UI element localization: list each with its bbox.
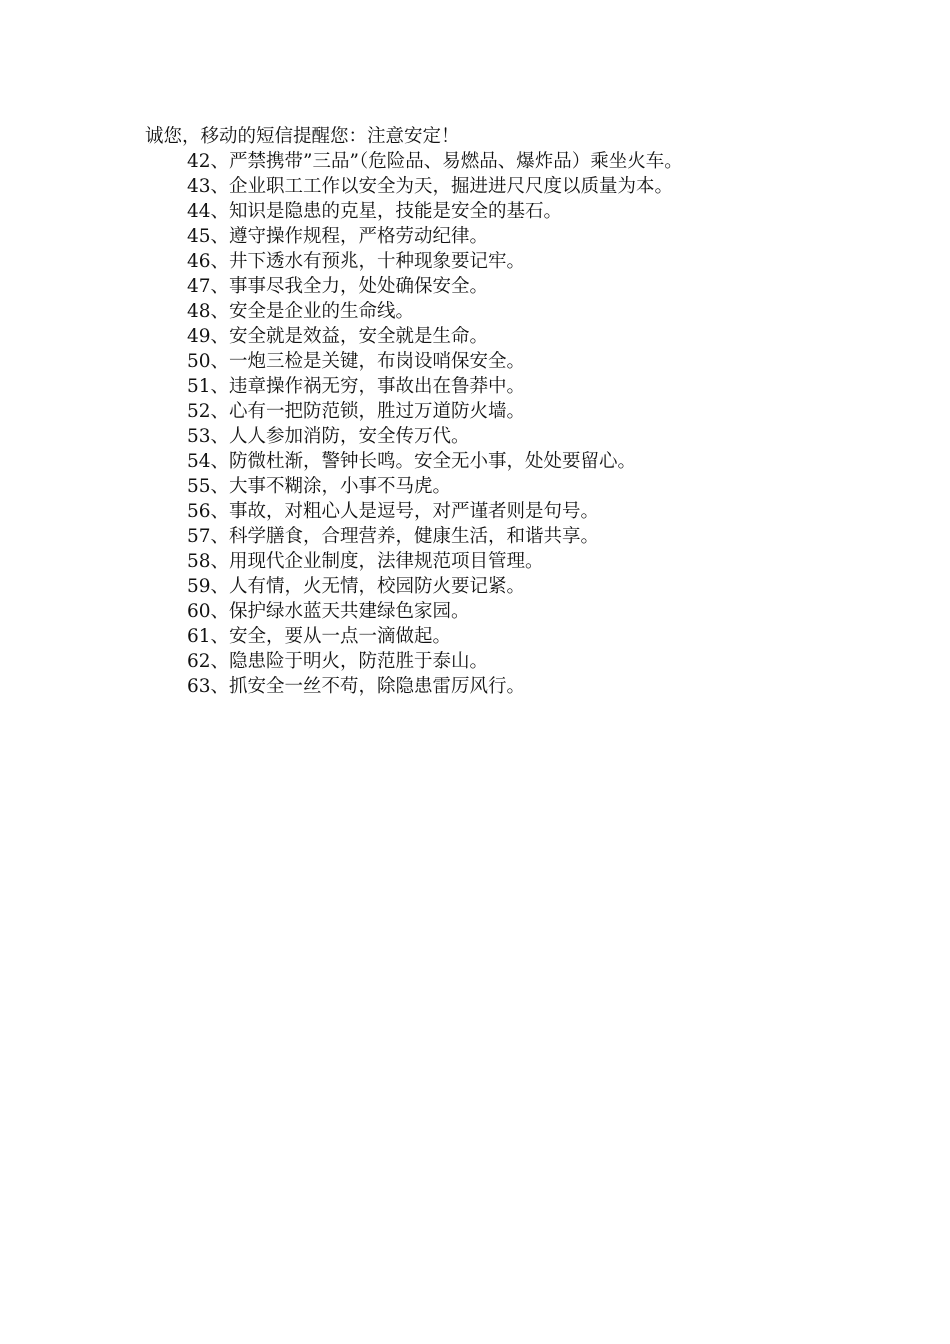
slogan-item-43: 43、企业职工工作以安全为天，掘进进尺尺度以质量为本。 xyxy=(187,176,674,197)
slogan-item-58: 58、用现代企业制度，法律规范项目管理。 xyxy=(187,551,544,572)
slogan-item-42: 42、严禁携带”三品”（危险品、易燃品、爆炸品）乘坐火车。 xyxy=(187,151,683,172)
slogan-item-50: 50、一炮三检是关键，布岗设哨保安全。 xyxy=(187,351,526,372)
slogan-item-48: 48、安全是企业的生命线。 xyxy=(187,301,415,322)
slogan-item-54: 54、防微杜渐，警钟长鸣。安全无小事，处处要留心。 xyxy=(187,451,637,472)
slogan-item-47: 47、事事尽我全力，处处确保安全。 xyxy=(187,276,489,297)
slogan-item-59: 59、人有情，火无情，校园防火要记紧。 xyxy=(187,576,526,597)
slogan-item-63: 63、抓安全一丝不苟，除隐患雷厉风行。 xyxy=(187,676,526,697)
slogan-item-57: 57、科学膳食，合理营养，健康生活，和谐共享。 xyxy=(187,526,600,547)
slogan-item-60: 60、保护绿水蓝天共建绿色家园。 xyxy=(187,601,470,622)
slogan-item-56: 56、事故，对粗心人是逗号，对严谨者则是句号。 xyxy=(187,501,600,522)
continuation-line: 诚您，移动的短信提醒您：注意安定！ xyxy=(145,126,460,147)
slogan-item-55: 55、大事不糊涂，小事不马虎。 xyxy=(187,476,452,497)
slogan-item-53: 53、人人参加消防，安全传万代。 xyxy=(187,426,470,447)
slogan-item-49: 49、安全就是效益，安全就是生命。 xyxy=(187,326,489,347)
slogan-list xyxy=(145,124,865,699)
slogan-item-52: 52、心有一把防范锁，胜过万道防火墙。 xyxy=(187,401,526,422)
slogan-item-44: 44、知识是隐患的克星，技能是安全的基石。 xyxy=(187,201,563,222)
slogan-item-62: 62、隐患险于明火，防范胜于泰山。 xyxy=(187,651,489,672)
slogan-item-46: 46、井下透水有预兆，十种现象要记牢。 xyxy=(187,251,526,272)
slogan-item-45: 45、遵守操作规程，严格劳动纪律。 xyxy=(187,226,489,247)
slogan-item-61: 61、安全，要从一点一滴做起。 xyxy=(187,626,452,647)
slogan-item-51: 51、违章操作祸无穷，事故出在鲁莽中。 xyxy=(187,376,526,397)
